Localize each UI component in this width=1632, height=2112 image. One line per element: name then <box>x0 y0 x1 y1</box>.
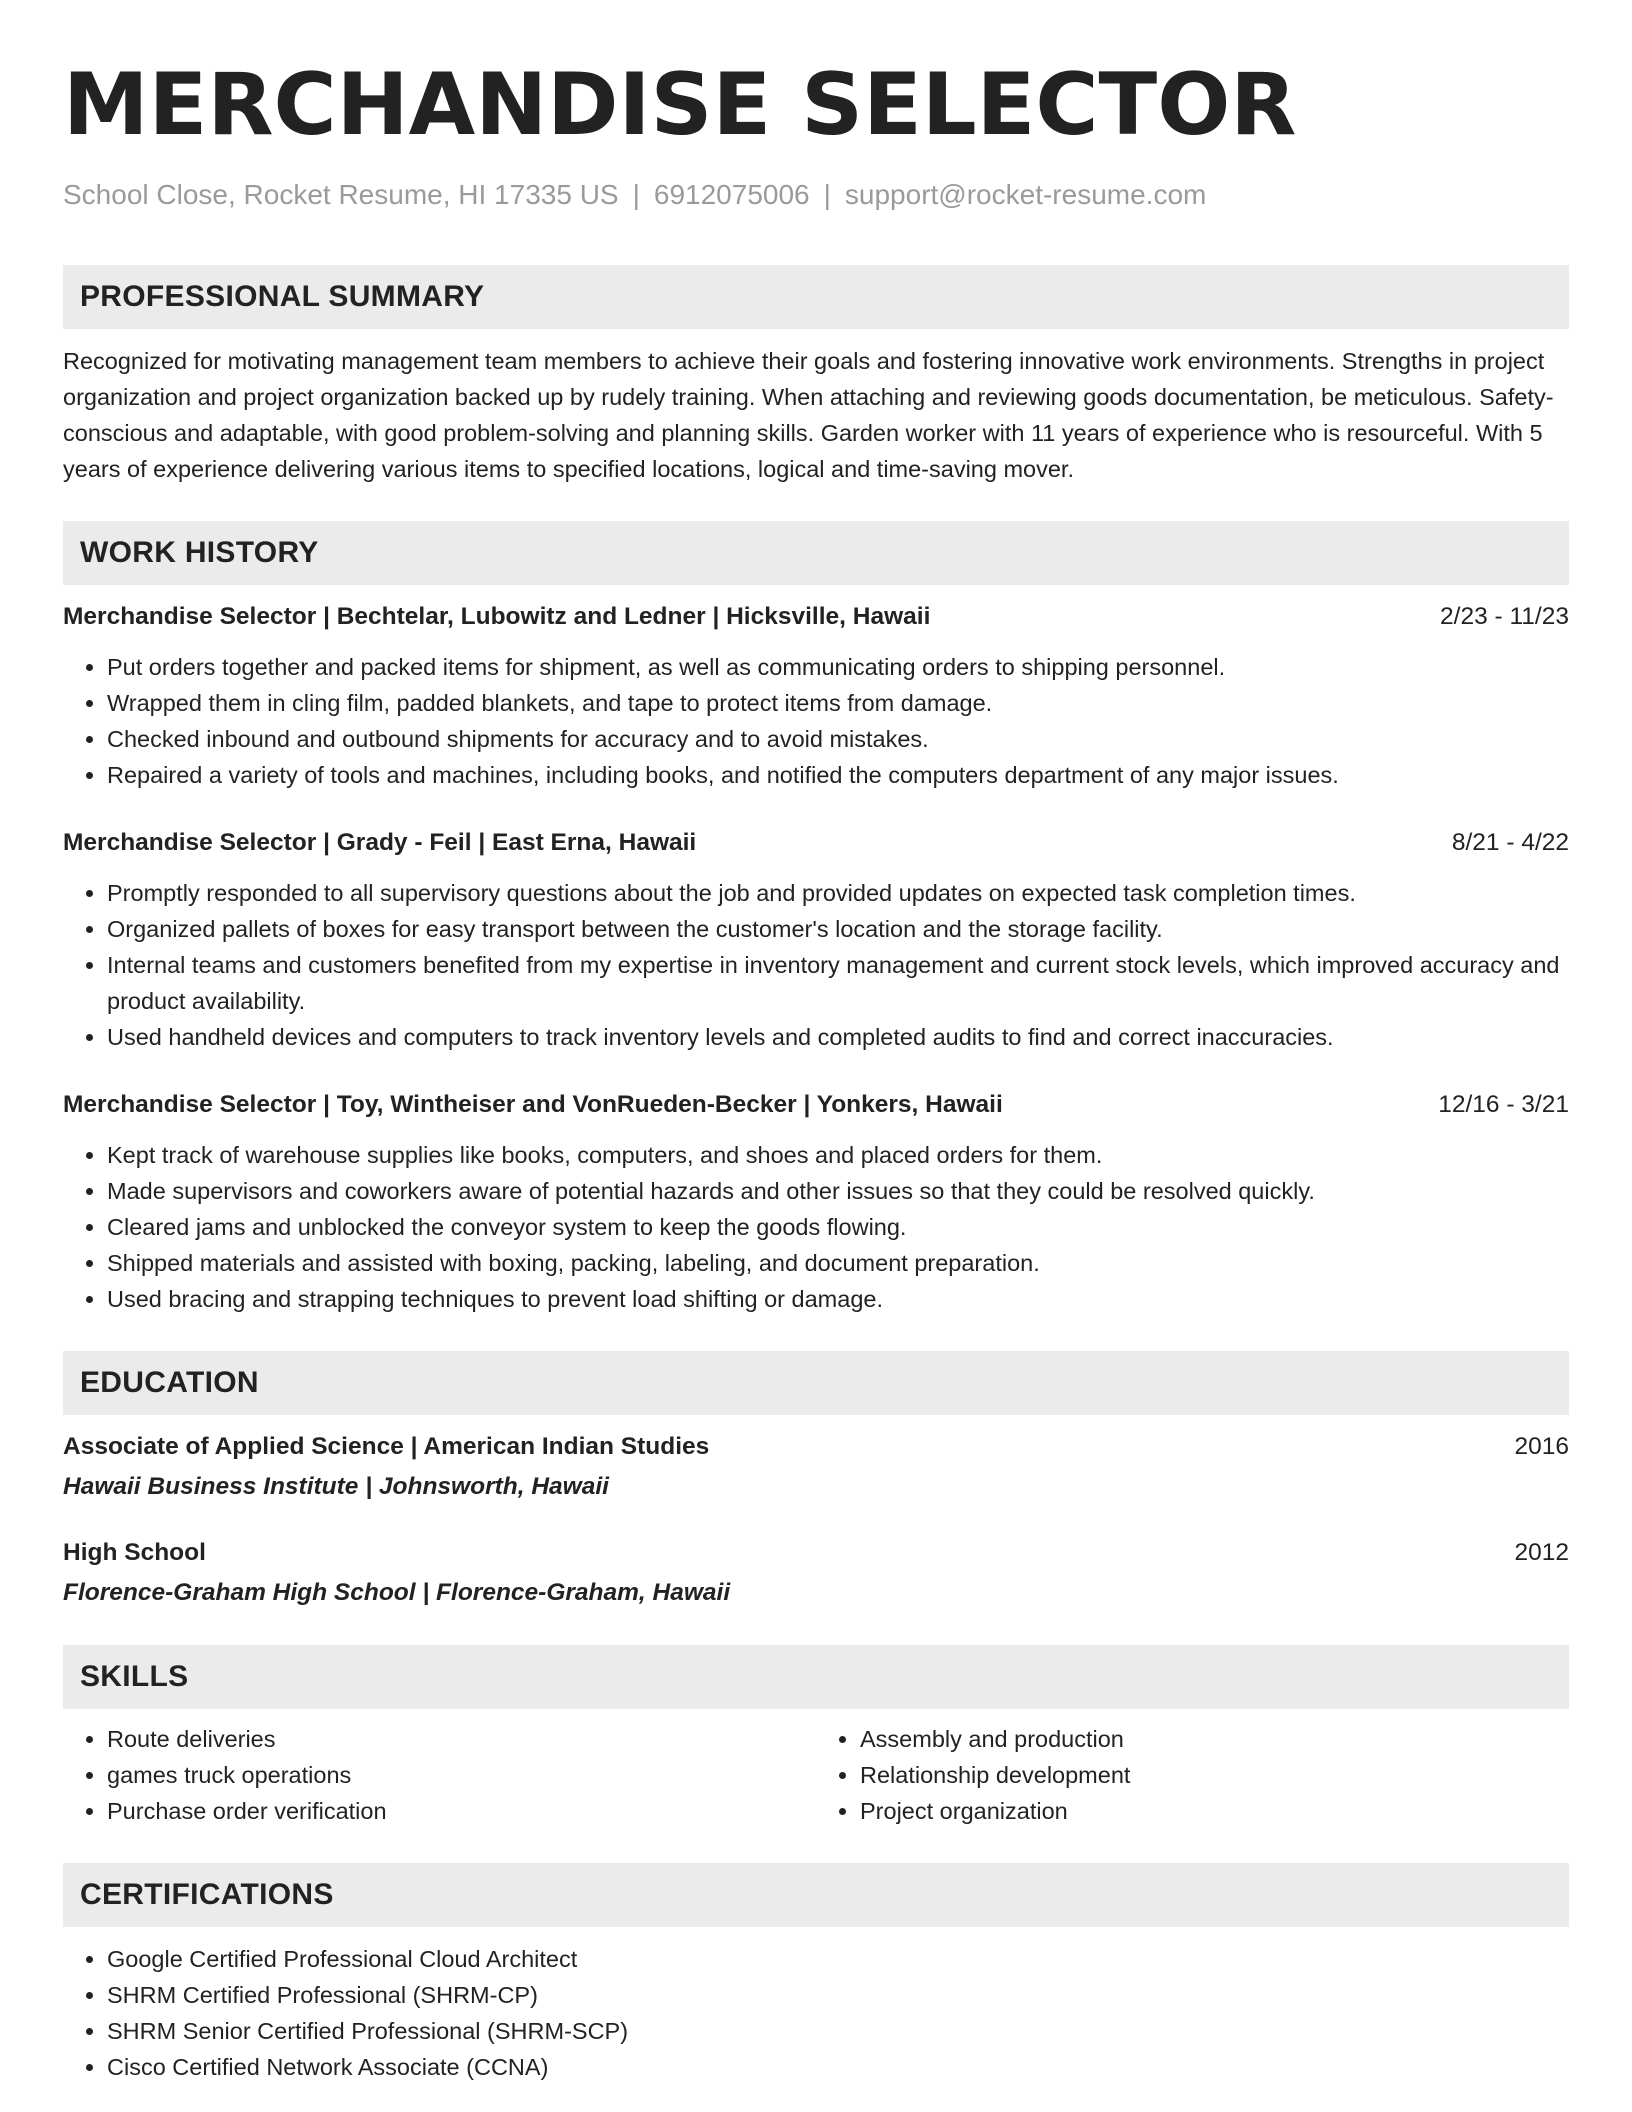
section-heading-work: WORK HISTORY <box>63 521 1569 585</box>
contact-address: School Close, Rocket Resume, HI 17335 US <box>63 179 619 210</box>
skill-item: • games truck operations <box>107 1757 816 1793</box>
job-title: Merchandise Selector | Toy, Wintheiser and VonRueden-Becker | Yonkers, Hawaii <box>63 1091 1003 1118</box>
summary-text: Recognized for motivating management team members to achieve their goals and fostering innovative work environments. Strengths in project organization and project organization backed up by rudely training. When attaching and reviewing goods documentation, be meticulous. Safety-conscious and adaptable, with good problem-solving and planning skills. Garden worker with 11 years of experience who is resourceful. With 5 years of experience delivering various items to specified locations, logical and time-saving mover. <box>63 348 1554 482</box>
skill-item: • Relationship development <box>860 1757 1569 1793</box>
job-dates: 12/16 - 3/21 <box>1438 1091 1569 1118</box>
job-entry <box>63 825 1569 1055</box>
contact-phone: 6912075006 <box>653 179 810 210</box>
job-dates: 8/21 - 4/22 <box>1451 829 1569 856</box>
education-year: 2016 <box>1514 1433 1569 1460</box>
job-bullet: • Internal teams and customers benefited from my expertise in inventory management and current stock levels, which improved accuracy and product availability. <box>107 947 1569 1019</box>
skills-column-left <box>63 1721 816 1829</box>
job-entry <box>63 599 1569 793</box>
education-degree: High School <box>63 1539 206 1566</box>
education-school: Hawaii Business Institute | Johnsworth, Hawaii <box>63 1473 609 1500</box>
certification-item: • Cisco Certified Network Associate (CCNA) <box>107 2049 1569 2085</box>
education-header <box>63 1535 1569 1571</box>
job-bullet: • Repaired a variety of tools and machines, including books, and notified the computers department of any major issues. <box>107 757 1569 793</box>
job-title: Merchandise Selector | Bechtelar, Lubowitz and Ledner | Hicksville, Hawaii <box>63 603 931 630</box>
job-title: Merchandise Selector | Grady - Feil | East Erna, Hawaii <box>63 829 697 856</box>
job-bullet: • Promptly responded to all supervisory questions about the job and provided updates on expected task completion times. <box>107 875 1569 911</box>
resume-name: MERCHANDISE SELECTOR <box>63 55 1297 155</box>
job-bullet: • Checked inbound and outbound shipments for accuracy and to avoid mistakes. <box>107 721 1569 757</box>
education-year: 2012 <box>1514 1539 1569 1566</box>
education-entry <box>63 1535 1569 1611</box>
job-bullet: • Organized pallets of boxes for easy transport between the customer's location and the storage facility. <box>107 911 1569 947</box>
education-entry <box>63 1429 1569 1505</box>
job-bullet: • Used bracing and strapping techniques to prevent load shifting or damage. <box>107 1281 1569 1317</box>
job-header <box>63 599 1569 635</box>
job-bullet: • Cleared jams and unblocked the conveyor system to keep the goods flowing. <box>107 1209 1569 1245</box>
certification-item: • SHRM Certified Professional (SHRM-CP) <box>107 1977 1569 2013</box>
job-dates: 2/23 - 11/23 <box>1440 603 1569 630</box>
education-degree: Associate of Applied Science | American Indian Studies <box>63 1433 710 1460</box>
certifications-list <box>63 1941 1569 2085</box>
job-bullet: • Wrapped them in cling film, padded blankets, and tape to protect items from damage. <box>107 685 1569 721</box>
job-bullets <box>63 649 1569 793</box>
job-bullets <box>63 875 1569 1055</box>
contact-email[interactable]: support@rocket-resume.com <box>844 179 1207 210</box>
contact-separator: | <box>823 179 831 210</box>
skill-item: • Route deliveries <box>107 1721 816 1757</box>
job-header <box>63 825 1569 861</box>
education-header <box>63 1429 1569 1465</box>
job-bullet: • Kept track of warehouse supplies like books, computers, and shoes and placed orders for them. <box>107 1137 1569 1173</box>
certification-item: • SHRM Senior Certified Professional (SHRM-SCP) <box>107 2013 1569 2049</box>
skill-item: • Purchase order verification <box>107 1793 816 1829</box>
skills-list <box>63 1721 1569 1829</box>
contact-separator: | <box>632 179 640 210</box>
contact-line <box>63 177 1569 213</box>
job-bullet: • Shipped materials and assisted with boxing, packing, labeling, and document preparation. <box>107 1245 1569 1281</box>
job-bullet: • Used handheld devices and computers to track inventory levels and completed audits to find and correct inaccuracies. <box>107 1019 1569 1055</box>
job-bullet: • Put orders together and packed items for shipment, as well as communicating orders to shipping personnel. <box>107 649 1569 685</box>
section-heading-summary: PROFESSIONAL SUMMARY <box>63 265 1569 329</box>
job-bullets <box>63 1137 1569 1317</box>
skills-column-right <box>816 1721 1569 1829</box>
job-header <box>63 1087 1569 1123</box>
section-heading-certifications: CERTIFICATIONS <box>63 1863 1569 1927</box>
job-entry <box>63 1087 1569 1317</box>
section-heading-skills: SKILLS <box>63 1645 1569 1709</box>
job-bullet: • Made supervisors and coworkers aware of potential hazards and other issues so that they could be resolved quickly. <box>107 1173 1569 1209</box>
education-school: Florence-Graham High School | Florence-Graham, Hawaii <box>63 1579 731 1606</box>
skill-item: • Project organization <box>860 1793 1569 1829</box>
section-heading-education: EDUCATION <box>63 1351 1569 1415</box>
skill-item: • Assembly and production <box>860 1721 1569 1757</box>
certification-item: • Google Certified Professional Cloud Architect <box>107 1941 1569 1977</box>
